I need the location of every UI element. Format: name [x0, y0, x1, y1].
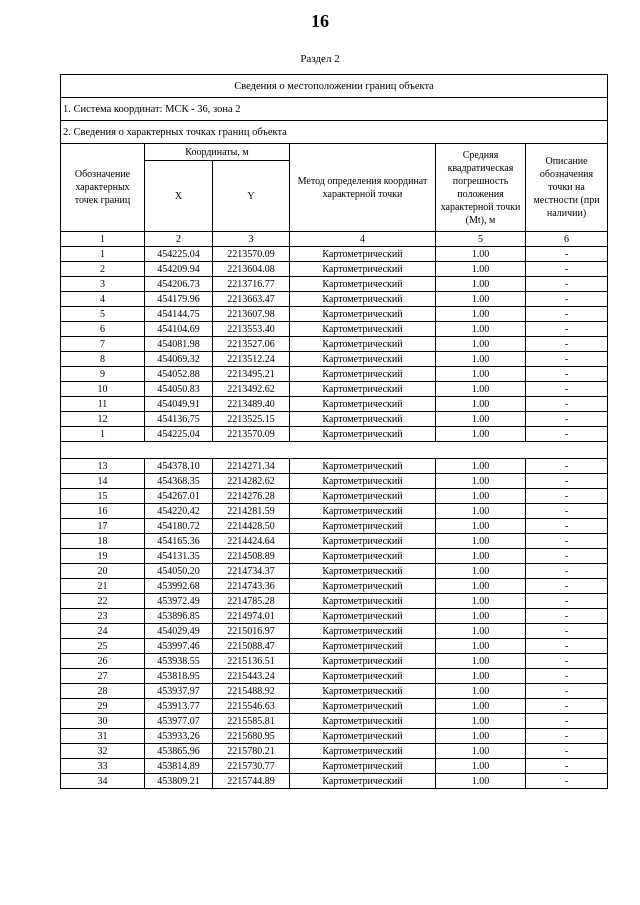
point-description: - — [526, 549, 608, 564]
point-description: - — [526, 412, 608, 427]
col-x-header: X — [145, 161, 213, 232]
point-number: 29 — [61, 699, 145, 714]
point-x: 453972.49 — [145, 594, 213, 609]
point-y: 2215546.63 — [213, 699, 290, 714]
point-accuracy: 1.00 — [436, 489, 526, 504]
point-number: 4 — [61, 292, 145, 307]
point-y: 2215744.89 — [213, 774, 290, 789]
point-y: 2213525.15 — [213, 412, 290, 427]
point-number: 2 — [61, 262, 145, 277]
point-accuracy: 1.00 — [436, 744, 526, 759]
point-y: 2213716.77 — [213, 277, 290, 292]
point-method: Картометрический — [290, 714, 436, 729]
point-number: 19 — [61, 549, 145, 564]
point-method: Картометрический — [290, 774, 436, 789]
point-description: - — [526, 609, 608, 624]
point-description: - — [526, 729, 608, 744]
group-separator-row — [61, 442, 608, 459]
point-number: 25 — [61, 639, 145, 654]
table-row — [61, 459, 608, 474]
point-x: 454206.73 — [145, 277, 213, 292]
column-number: 3 — [213, 232, 290, 247]
point-y: 2214271.34 — [213, 459, 290, 474]
table-row — [61, 277, 608, 292]
point-x: 454069.32 — [145, 352, 213, 367]
table-row — [61, 759, 608, 774]
point-description: - — [526, 714, 608, 729]
point-y: 2215680.95 — [213, 729, 290, 744]
point-accuracy: 1.00 — [436, 277, 526, 292]
point-accuracy: 1.00 — [436, 669, 526, 684]
point-description: - — [526, 579, 608, 594]
point-description: - — [526, 262, 608, 277]
point-y: 2214282.62 — [213, 474, 290, 489]
point-number: 31 — [61, 729, 145, 744]
point-method: Картометрический — [290, 367, 436, 382]
point-y: 2213492.62 — [213, 382, 290, 397]
point-number: 27 — [61, 669, 145, 684]
point-description: - — [526, 397, 608, 412]
point-method: Картометрический — [290, 534, 436, 549]
point-number: 16 — [61, 504, 145, 519]
table-row — [61, 669, 608, 684]
point-y: 2213570.09 — [213, 247, 290, 262]
point-y: 2213553.40 — [213, 322, 290, 337]
col-method-header: Метод определения координат характерной точки — [290, 144, 436, 232]
table-row — [61, 504, 608, 519]
point-x: 453818.95 — [145, 669, 213, 684]
point-x: 454209.94 — [145, 262, 213, 277]
point-accuracy: 1.00 — [436, 774, 526, 789]
point-accuracy: 1.00 — [436, 714, 526, 729]
point-x: 454225.04 — [145, 427, 213, 442]
point-x: 454050.20 — [145, 564, 213, 579]
table-row — [61, 352, 608, 367]
point-description: - — [526, 594, 608, 609]
col-coords-header: Координаты, м — [145, 144, 290, 161]
point-x: 454131.35 — [145, 549, 213, 564]
point-accuracy: 1.00 — [436, 247, 526, 262]
point-description: - — [526, 684, 608, 699]
column-numbers-row — [61, 232, 608, 247]
table-row — [61, 322, 608, 337]
point-description: - — [526, 744, 608, 759]
point-method: Картометрический — [290, 352, 436, 367]
point-accuracy: 1.00 — [436, 352, 526, 367]
table-row — [61, 729, 608, 744]
point-description: - — [526, 382, 608, 397]
point-x: 454368.35 — [145, 474, 213, 489]
table-row — [61, 744, 608, 759]
point-x: 453977.07 — [145, 714, 213, 729]
point-accuracy: 1.00 — [436, 397, 526, 412]
point-method: Картометрический — [290, 337, 436, 352]
point-accuracy: 1.00 — [436, 427, 526, 442]
point-method: Картометрический — [290, 427, 436, 442]
point-description: - — [526, 564, 608, 579]
point-y: 2215730.77 — [213, 759, 290, 774]
point-description: - — [526, 534, 608, 549]
point-accuracy: 1.00 — [436, 367, 526, 382]
point-method: Картометрический — [290, 639, 436, 654]
point-y: 2214424.64 — [213, 534, 290, 549]
table-title-row — [61, 75, 608, 98]
point-number: 28 — [61, 684, 145, 699]
point-description: - — [526, 474, 608, 489]
table-row — [61, 519, 608, 534]
point-number: 24 — [61, 624, 145, 639]
point-description: - — [526, 337, 608, 352]
col-description-header: Описание обозначения точки на местности (при наличии) — [526, 144, 608, 232]
col-accuracy-header: Средняя квадратическая погрешность положения характерной точки (Mt), м — [436, 144, 526, 232]
point-x: 454225.04 — [145, 247, 213, 262]
point-x: 454267.01 — [145, 489, 213, 504]
table-row — [61, 714, 608, 729]
point-accuracy: 1.00 — [436, 322, 526, 337]
table-row — [61, 699, 608, 714]
point-number: 13 — [61, 459, 145, 474]
point-x: 453997.46 — [145, 639, 213, 654]
point-method: Картометрический — [290, 277, 436, 292]
point-number: 20 — [61, 564, 145, 579]
point-number: 34 — [61, 774, 145, 789]
group-separator — [61, 442, 608, 459]
point-method: Картометрический — [290, 474, 436, 489]
point-method: Картометрический — [290, 489, 436, 504]
table-title: Сведения о местоположении границ объекта — [61, 75, 608, 98]
point-method: Картометрический — [290, 292, 436, 307]
point-y: 2214974.01 — [213, 609, 290, 624]
point-y: 2214508.89 — [213, 549, 290, 564]
point-method: Картометрический — [290, 759, 436, 774]
point-x: 454378.10 — [145, 459, 213, 474]
table-row — [61, 609, 608, 624]
col-y-header: Y — [213, 161, 290, 232]
point-description: - — [526, 699, 608, 714]
point-accuracy: 1.00 — [436, 684, 526, 699]
point-number: 11 — [61, 397, 145, 412]
coord-system-row — [61, 98, 608, 121]
table-row — [61, 549, 608, 564]
point-method: Картометрический — [290, 307, 436, 322]
point-x: 453865.96 — [145, 744, 213, 759]
point-y: 2214276.28 — [213, 489, 290, 504]
point-accuracy: 1.00 — [436, 534, 526, 549]
point-number: 21 — [61, 579, 145, 594]
point-description: - — [526, 367, 608, 382]
point-method: Картометрический — [290, 504, 436, 519]
table-row — [61, 247, 608, 262]
table-row — [61, 367, 608, 382]
point-x: 453896.85 — [145, 609, 213, 624]
point-accuracy: 1.00 — [436, 579, 526, 594]
point-accuracy: 1.00 — [436, 729, 526, 744]
table-row — [61, 307, 608, 322]
point-y: 2214743.36 — [213, 579, 290, 594]
point-y: 2214281.59 — [213, 504, 290, 519]
point-method: Картометрический — [290, 744, 436, 759]
point-x: 454081.98 — [145, 337, 213, 352]
point-method: Картометрический — [290, 579, 436, 594]
point-number: 17 — [61, 519, 145, 534]
table-row — [61, 292, 608, 307]
point-method: Картометрический — [290, 699, 436, 714]
point-accuracy: 1.00 — [436, 549, 526, 564]
point-y: 2213527.06 — [213, 337, 290, 352]
point-number: 32 — [61, 744, 145, 759]
point-y: 2213512.24 — [213, 352, 290, 367]
point-description: - — [526, 504, 608, 519]
table-row — [61, 534, 608, 549]
point-y: 2214428.50 — [213, 519, 290, 534]
point-accuracy: 1.00 — [436, 262, 526, 277]
point-y: 2214734.37 — [213, 564, 290, 579]
point-accuracy: 1.00 — [436, 609, 526, 624]
table-row — [61, 427, 608, 442]
header-row-1 — [61, 144, 608, 161]
point-x: 454165.36 — [145, 534, 213, 549]
point-x: 453938.55 — [145, 654, 213, 669]
point-method: Картометрический — [290, 564, 436, 579]
point-number: 15 — [61, 489, 145, 504]
point-number: 33 — [61, 759, 145, 774]
point-description: - — [526, 247, 608, 262]
table-row — [61, 654, 608, 669]
point-number: 7 — [61, 337, 145, 352]
table-row — [61, 382, 608, 397]
table-row — [61, 397, 608, 412]
column-number: 5 — [436, 232, 526, 247]
column-number: 1 — [61, 232, 145, 247]
point-method: Картометрический — [290, 684, 436, 699]
point-number: 6 — [61, 322, 145, 337]
point-number: 22 — [61, 594, 145, 609]
points-section-row — [61, 121, 608, 144]
point-method: Картометрический — [290, 549, 436, 564]
section-title: Раздел 2 — [300, 53, 340, 65]
point-y: 2214785.28 — [213, 594, 290, 609]
point-method: Картометрический — [290, 262, 436, 277]
column-number: 2 — [145, 232, 213, 247]
point-x: 453933.26 — [145, 729, 213, 744]
point-x: 453937.97 — [145, 684, 213, 699]
point-number: 9 — [61, 367, 145, 382]
col-designation-header: Обозначение характерных точек границ — [61, 144, 145, 232]
point-y: 2213663.47 — [213, 292, 290, 307]
point-x: 453913.77 — [145, 699, 213, 714]
point-number: 18 — [61, 534, 145, 549]
points-section-title: 2. Сведения о характерных точках границ объекта — [61, 121, 608, 144]
point-x: 454136.75 — [145, 412, 213, 427]
table-row — [61, 262, 608, 277]
point-description: - — [526, 759, 608, 774]
point-y: 2215488.92 — [213, 684, 290, 699]
point-description: - — [526, 277, 608, 292]
point-accuracy: 1.00 — [436, 382, 526, 397]
point-description: - — [526, 322, 608, 337]
point-method: Картометрический — [290, 382, 436, 397]
point-method: Картометрический — [290, 624, 436, 639]
table-row — [61, 684, 608, 699]
point-accuracy: 1.00 — [436, 654, 526, 669]
point-number: 10 — [61, 382, 145, 397]
point-method: Картометрический — [290, 729, 436, 744]
point-method: Картометрический — [290, 519, 436, 534]
point-description: - — [526, 654, 608, 669]
point-accuracy: 1.00 — [436, 624, 526, 639]
point-number: 23 — [61, 609, 145, 624]
point-accuracy: 1.00 — [436, 504, 526, 519]
point-number: 3 — [61, 277, 145, 292]
table-row — [61, 594, 608, 609]
point-method: Картометрический — [290, 412, 436, 427]
point-y: 2215016.97 — [213, 624, 290, 639]
point-description: - — [526, 639, 608, 654]
column-number: 6 — [526, 232, 608, 247]
point-x: 453992.68 — [145, 579, 213, 594]
point-y: 2213495.21 — [213, 367, 290, 382]
point-method: Картометрический — [290, 322, 436, 337]
point-description: - — [526, 459, 608, 474]
point-number: 5 — [61, 307, 145, 322]
point-number: 12 — [61, 412, 145, 427]
table-row — [61, 337, 608, 352]
table-row — [61, 624, 608, 639]
point-y: 2215443.24 — [213, 669, 290, 684]
point-x: 454220.42 — [145, 504, 213, 519]
page-number: 16 — [311, 11, 329, 31]
coord-system: 1. Система координат: МСК - 36, зона 2 — [61, 98, 608, 121]
point-description: - — [526, 292, 608, 307]
point-accuracy: 1.00 — [436, 519, 526, 534]
boundary-points-table — [60, 74, 608, 789]
point-number: 26 — [61, 654, 145, 669]
point-accuracy: 1.00 — [436, 337, 526, 352]
point-method: Картометрический — [290, 669, 436, 684]
point-description: - — [526, 352, 608, 367]
table-row — [61, 412, 608, 427]
point-x: 453814.89 — [145, 759, 213, 774]
point-y: 2215136.51 — [213, 654, 290, 669]
point-description: - — [526, 427, 608, 442]
table-row — [61, 639, 608, 654]
table-row — [61, 489, 608, 504]
point-accuracy: 1.00 — [436, 474, 526, 489]
point-y: 2213570.09 — [213, 427, 290, 442]
point-x: 454049.91 — [145, 397, 213, 412]
point-accuracy: 1.00 — [436, 759, 526, 774]
table-row — [61, 474, 608, 489]
point-x: 454050.83 — [145, 382, 213, 397]
point-method: Картометрический — [290, 594, 436, 609]
point-number: 1 — [61, 247, 145, 262]
point-description: - — [526, 624, 608, 639]
point-x: 454052.88 — [145, 367, 213, 382]
point-y: 2213607.98 — [213, 307, 290, 322]
point-accuracy: 1.00 — [436, 459, 526, 474]
point-description: - — [526, 307, 608, 322]
point-number: 8 — [61, 352, 145, 367]
point-number: 30 — [61, 714, 145, 729]
point-y: 2215585.81 — [213, 714, 290, 729]
point-method: Картометрический — [290, 247, 436, 262]
point-x: 454029.49 — [145, 624, 213, 639]
point-method: Картометрический — [290, 397, 436, 412]
point-x: 454179.96 — [145, 292, 213, 307]
point-accuracy: 1.00 — [436, 412, 526, 427]
point-description: - — [526, 669, 608, 684]
point-y: 2213489.40 — [213, 397, 290, 412]
point-y: 2215780.21 — [213, 744, 290, 759]
column-number: 4 — [290, 232, 436, 247]
point-accuracy: 1.00 — [436, 292, 526, 307]
point-accuracy: 1.00 — [436, 307, 526, 322]
table-row — [61, 564, 608, 579]
point-number: 14 — [61, 474, 145, 489]
point-description: - — [526, 489, 608, 504]
point-accuracy: 1.00 — [436, 594, 526, 609]
point-method: Картометрический — [290, 609, 436, 624]
point-accuracy: 1.00 — [436, 639, 526, 654]
point-x: 454104.69 — [145, 322, 213, 337]
point-description: - — [526, 774, 608, 789]
point-x: 453809.21 — [145, 774, 213, 789]
point-number: 1 — [61, 427, 145, 442]
table-row — [61, 774, 608, 789]
point-method: Картометрический — [290, 459, 436, 474]
point-accuracy: 1.00 — [436, 699, 526, 714]
point-y: 2213604.08 — [213, 262, 290, 277]
point-accuracy: 1.00 — [436, 564, 526, 579]
point-method: Картометрический — [290, 654, 436, 669]
point-x: 454180.72 — [145, 519, 213, 534]
point-description: - — [526, 519, 608, 534]
point-y: 2215088.47 — [213, 639, 290, 654]
point-x: 454144.75 — [145, 307, 213, 322]
table-row — [61, 579, 608, 594]
